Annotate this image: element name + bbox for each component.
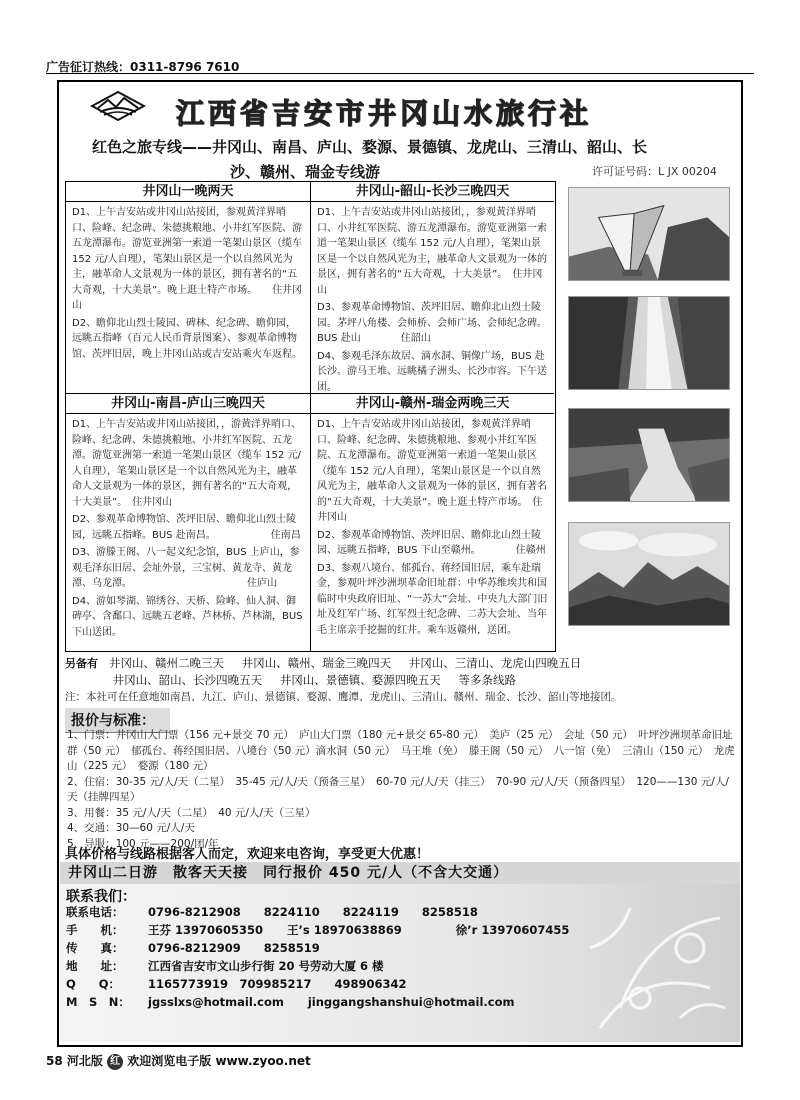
route-title: 井冈山一晚两天 xyxy=(66,182,310,202)
agency-name: 江西省吉安市井冈山水旅行社 xyxy=(176,97,593,130)
route-day: D1、上午吉安站或井冈山站接团，参观黄洋界哨口、险峰、纪念碑、朱德挑粮地、参观小井红军医院、五龙潭瀑布。游览亚洲第一索道一笔架山景区（缆车 152 元/人自理），笔架山景区是一个以自然风光为主，融革命人文景观为一体的景区，拥有著名的“五大奇观，十大美景”。晚上逛土特产市场。 住井冈山 xyxy=(317,419,547,523)
route-day: D2、参观革命博物馆、茨坪旧居、瞻仰北山烈士陵园、远眺五指峰，BUS 下山至赣州。 住赣州 xyxy=(317,529,546,556)
contact-qq-row xyxy=(66,976,407,992)
route-day: D1、上午吉安站或井冈山站接团，，游黄洋界哨口、险峰、纪念碑、朱德挑粮地、小井红军医院、五龙潭。游览亚洲第一索道一笔架山景区（缆车 152 元/人自理），笔架山景区是一个以自然风光为主，融革命人文景观为一体的景区，拥有著名的“五大奇观，十大美景”。 住井冈山 xyxy=(72,419,302,508)
msn-address[interactable]: jgsslxs@hotmail.com xyxy=(148,995,284,1009)
contact-fax-row xyxy=(66,940,320,956)
route-day: D2、瞻仰北山烈士陵园、碑林、纪念碑、瞻仰园，远眺五指峰（百元人民币背景图案）、参观革命博物馆、茨坪旧居，晚上井冈山站或吉安站乘火车返程。 xyxy=(72,317,302,360)
more-route-item: 井冈山、赣州、瑞金三晚四天 xyxy=(241,656,392,670)
route-day: D3、参观八境台、郁孤台、蒋经国旧居，乘车赴瑞金，参观叶坪沙洲坝革命旧址群：中华苏维埃共和国临时中央政府旧址、“一苏大”会址、中央九大部门旧址及红军广场、红军烈士纪念碑、二苏大会址、当年毛主席亲手挖掘的红井。乘车返赣州，送团。 xyxy=(317,562,548,636)
pricing-list xyxy=(67,728,735,852)
mobile-number[interactable]: 徐’r 13970607455 xyxy=(455,923,570,937)
phone-label: 联系电话： xyxy=(66,905,124,919)
more-route-item: 井冈山、三清山、龙虎山四晚五日 xyxy=(408,656,582,670)
edition-label: 河北版 xyxy=(66,1054,103,1068)
route-title: 井冈山-赣州-瑞金两晚三天 xyxy=(311,394,554,414)
pickup-note: 注：本社可在任意地如南昌、九江、庐山、景德镇、婺源、鹰潭、龙虎山、三清山、赣州、瑞金、长沙、韶山等地接团。 xyxy=(65,691,622,703)
advice-text: 具体价格与线路根据客人而定，欢迎来电咨询，享受更大优惠！ xyxy=(65,847,430,862)
msn-address[interactable]: jinggangshanshui@hotmail.com xyxy=(307,995,515,1009)
license-number: 许可证号码：L JX 00204 xyxy=(592,165,717,178)
fax-numbers: 0796-8212909 8258519 xyxy=(148,941,320,955)
phone-numbers[interactable]: 0796-8212908 8224110 8224119 8258518 xyxy=(148,905,478,919)
address-label: 地 址： xyxy=(66,959,124,973)
route-day: D3、游滕王阁、八一起义纪念馆，BUS 上庐山，参观毛泽东旧居、会址外景，三宝树、黄龙寺、黄龙潭、乌龙潭。 住庐山 xyxy=(72,547,300,589)
monument-photo xyxy=(568,187,730,281)
promo-banner: 井冈山二日游 散客天天接 同行报价 450 元/人（不含大交通） xyxy=(60,862,740,884)
route-title: 井冈山-韶山-长沙三晚四天 xyxy=(311,182,554,202)
red-tour-label: 红色之旅专线—— xyxy=(92,138,213,156)
pricing-line: 2、住宿：30-35 元/人/天（二星） 35-45 元/人/天（预备三星） 60-70 元/人/天（挂三） 70-90 元/人/天（预备四星） 120——130 元/人/天（挂牌四星） xyxy=(67,775,729,803)
route-title: 井冈山-南昌-庐山三晚四天 xyxy=(66,394,310,414)
pricing-line: 5、导服：100 元——200/团/年 xyxy=(67,837,219,850)
agency-logo xyxy=(90,90,146,122)
more-route-item: 等多条线路 xyxy=(458,673,516,687)
mobile-number[interactable]: 王’s 18970638869 xyxy=(287,923,402,937)
msn-label: M S N： xyxy=(66,995,130,1009)
route-day: D4、游如琴湖、锦绣谷、天桥、险峰、仙人洞、御碑亭、含鄱口、远眺五老峰、芦林桥、芦林湖，BUS 下山送团。 xyxy=(72,595,303,638)
contact-section xyxy=(60,884,740,1042)
route-cell-3 xyxy=(66,394,311,651)
top-rule xyxy=(46,73,754,74)
mobile-number[interactable]: 王芬 13970605350 xyxy=(148,923,264,937)
routes-table xyxy=(65,181,556,652)
qq-label: Q Q： xyxy=(66,977,121,991)
route-day: D1、上午吉安站或井冈山站接团，参观黄洋界哨口、险峰、纪念碑、朱德挑粮地、小井红军医院、游五龙潭瀑布。游览亚洲第一索道一笔架山景区（缆车 152 元/人自理），笔架山景区是一个以自然风光为主，融革命人文景观为一体的景区，拥有著名的“五大奇观，十大美景”。晚上逛土特产市场。 住井冈山 xyxy=(72,207,303,311)
mobile-label: 手 机： xyxy=(66,923,124,937)
route-day: D4、参观毛泽东故居、滴水洞、铜像广场，BUS 赴长沙。游马王堆、远眺橘子洲头、长沙市容。下午送团。 xyxy=(317,350,547,393)
contact-phone-row xyxy=(66,904,478,920)
red-tour-line2: 沙、赣州、瑞金专线游 xyxy=(230,163,381,181)
page-number: 58 xyxy=(46,1054,63,1068)
contact-title: 联系我们： xyxy=(66,889,136,905)
route-cell-4 xyxy=(311,394,554,651)
pricing-line: 3、用餐：35 元/人/天（二星） 40 元/人/天（三星） xyxy=(67,806,316,819)
route-day: D2、参观革命博物馆、茨坪旧居、瞻仰北山烈士陵园，远眺五指峰。BUS 赴南昌。 住南昌 xyxy=(72,514,301,541)
pricing-line: 4、交通：30—60 元/人/天 xyxy=(67,822,195,834)
route-day: D3、参观革命博物馆、茨坪旧居、瞻仰北山烈士陵园。茅坪八角楼、会师桥、会师广场、会师纪念碑。BUS 赴山 住韶山 xyxy=(317,302,547,344)
hotline-text: 广告征订热线：0311-8796 7610 xyxy=(46,60,240,74)
contact-address-row xyxy=(66,958,384,974)
more-route-item: 井冈山、景德镇、婺源四晚五天 xyxy=(279,673,441,687)
ornament-decoration xyxy=(580,888,730,1038)
mountain-photo xyxy=(568,522,730,626)
qq-numbers[interactable]: 1165773919 709985217 498906342 xyxy=(148,977,407,991)
address-text: 江西省吉安市文山步行街 20 号劳动大厦 6 楼 xyxy=(148,959,384,973)
edition-badge: 红 xyxy=(107,1054,123,1070)
page-footer xyxy=(46,1052,311,1070)
more-route-item: 井冈山、韶山、长沙四晚五天 xyxy=(112,673,263,687)
route-day: D1、上午吉安站或井冈山站接团，，参观黄洋界哨口、小井红军医院、游五龙潭瀑布。游览亚洲第一索道一笔架山景区（缆车 152 元/人自理），笔架山景区是一个以自然风光为主，融革命人文景观为一体的景区，拥有著名的“五大奇观，十大美景”。 住井冈山 xyxy=(317,207,547,296)
route-cell-2 xyxy=(311,182,554,394)
stream-photo xyxy=(568,408,730,502)
route-cell-1 xyxy=(66,182,311,394)
more-routes-label: 另备有 xyxy=(65,657,98,670)
contact-mobile-row xyxy=(66,922,569,938)
pricing-line: 1、门票：井冈山大门票（156 元+景交 70 元） 庐山大门票（180 元+景交 65-80 元） 美庐（25 元） 会址（50 元） 叶坪沙洲坝革命旧址群（50 元） 郁孤台、蒋经国旧居、八境台（50 元）滴水洞（50 元） 马王堆（免） 滕王阁（50 元） 八一馆（免） 三清山（150 元） 龙虎山（225 元） 婺源（180 元） xyxy=(67,729,735,772)
contact-msn-row xyxy=(66,994,515,1010)
waterfall-photo xyxy=(568,296,730,390)
pricing-title: 报价与标准： xyxy=(65,708,170,733)
footer-link[interactable]: 欢迎浏览电子版 www.zyoo.net xyxy=(127,1054,311,1068)
more-route-item: 井冈山、赣州二晚三天 xyxy=(108,656,224,670)
red-tour-line1: 井冈山、南昌、庐山、婺源、景德镇、龙虎山、三清山、韶山、长 xyxy=(212,138,648,156)
fax-label: 传 真： xyxy=(66,941,124,955)
more-routes xyxy=(65,655,735,689)
